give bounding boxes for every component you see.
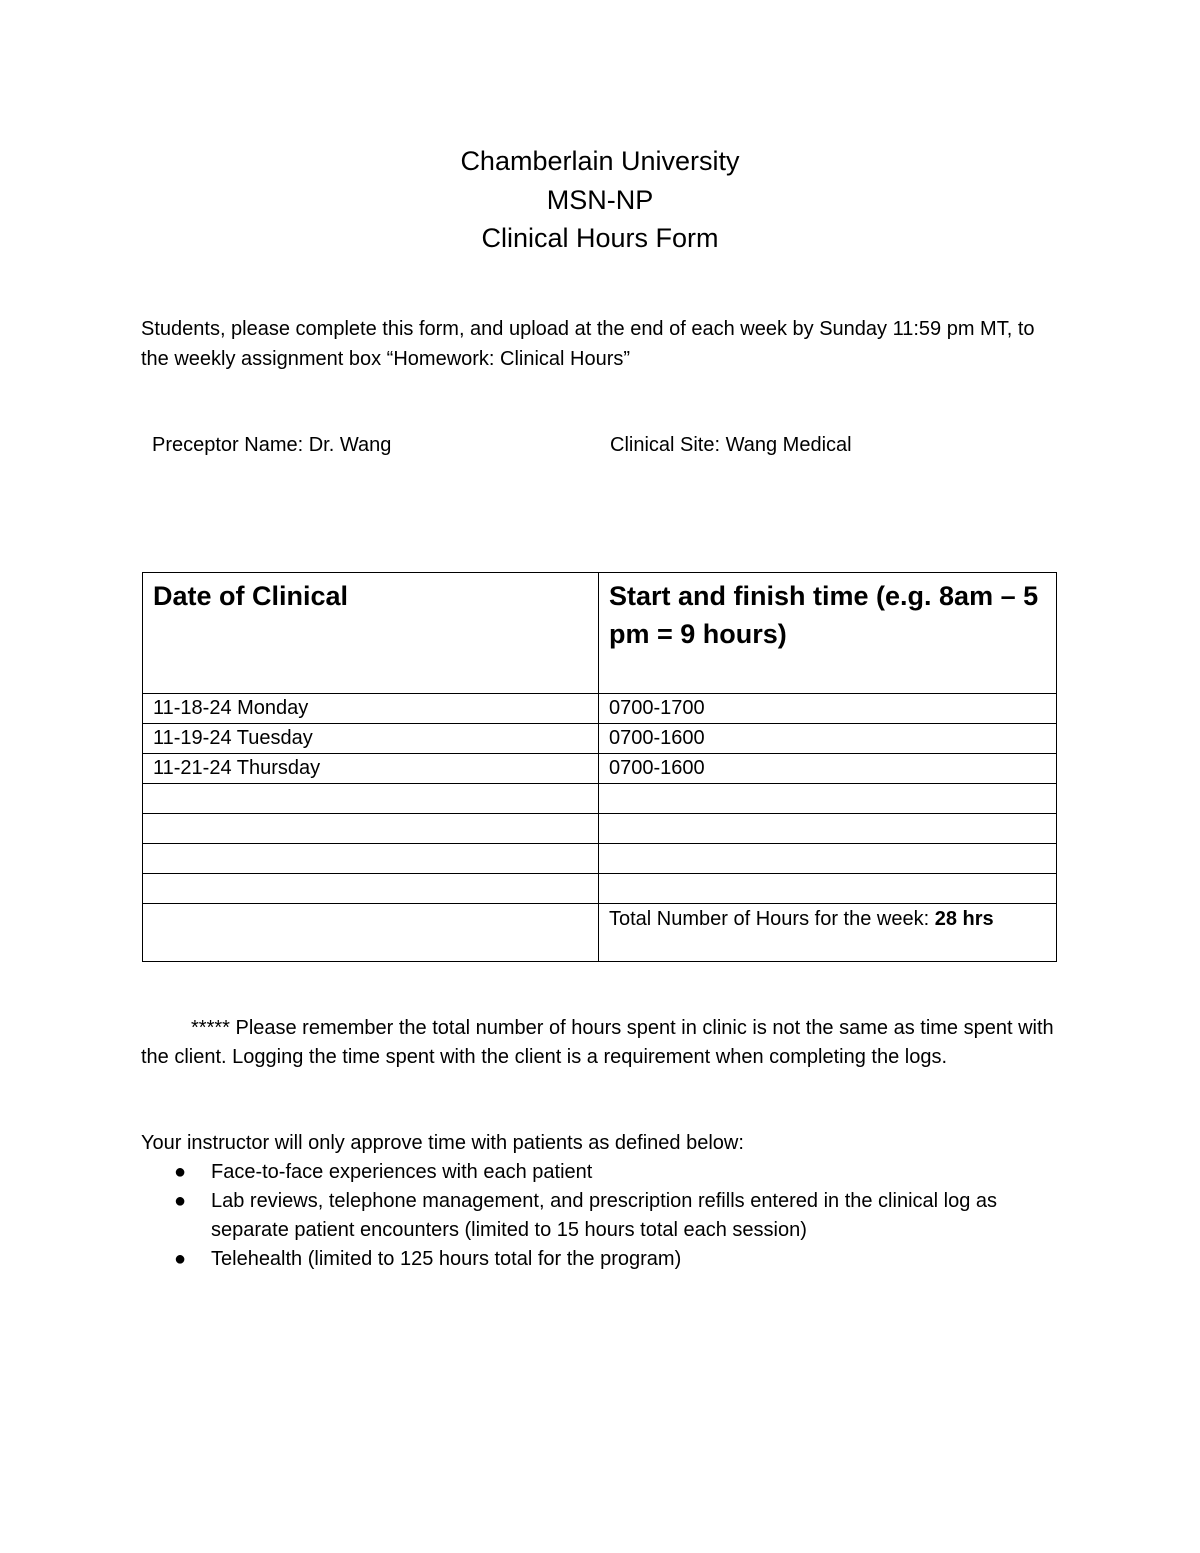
list-item-text: Lab reviews, telephone management, and prescription refills entered in the clinical log as separate patient encounters (limited to 15 hours total each session) — [211, 1190, 998, 1241]
time-cell — [599, 784, 1057, 814]
table-row — [143, 724, 1057, 754]
list-item-text: Telehealth (limited to 125 hours total for the program) — [211, 1248, 682, 1270]
date-cell — [143, 874, 599, 904]
table-header-row — [143, 573, 1057, 694]
list-item-text: Face-to-face experiences with each patient — [211, 1161, 593, 1183]
table-row — [143, 844, 1057, 874]
list-item — [141, 1158, 1061, 1187]
clinical-site: Clinical Site: Wang Medical — [610, 434, 852, 456]
total-empty-cell — [143, 904, 599, 962]
bullet-icon: ● — [174, 1190, 187, 1212]
preceptor-name: Preceptor Name: Dr. Wang — [152, 434, 392, 456]
approval-intro: Your instructor will only approve time with patients as defined below: — [141, 1132, 744, 1154]
table-row — [143, 754, 1057, 784]
date-column-header: Date of Clinical — [143, 573, 599, 694]
total-row — [143, 904, 1057, 962]
program-name: MSN-NP — [546, 184, 654, 215]
table-row — [143, 814, 1057, 844]
instructions-text: Students, please complete this form, and upload at the end of each week by Sunday 11:59 pm MT, to the weekly assignment box “Homework: Clinical Hours” — [141, 318, 1035, 370]
date-cell: 11-21-24 Thursday — [143, 754, 599, 784]
table-row — [143, 874, 1057, 904]
total-hours-label: Total Number of Hours for the week: — [609, 908, 935, 930]
time-cell: 0700-1700 — [599, 694, 1057, 724]
bullet-icon: ● — [174, 1248, 187, 1270]
bullet-icon: ● — [174, 1161, 187, 1183]
reminder-note-text: ***** Please remember the total number of hours spent in clinic is not the same as time spent with the client. Logging the time spent with the client is a requirement when completing the logs. — [141, 1017, 1054, 1068]
date-cell: 11-19-24 Tuesday — [143, 724, 599, 754]
date-cell — [143, 784, 599, 814]
table-row — [143, 784, 1057, 814]
time-cell — [599, 844, 1057, 874]
date-cell: 11-18-24 Monday — [143, 694, 599, 724]
table-row — [143, 694, 1057, 724]
time-column-header: Start and finish time (e.g. 8am – 5 pm = 9 hours) — [599, 573, 1057, 694]
time-cell — [599, 874, 1057, 904]
university-name: Chamberlain University — [460, 146, 740, 176]
clinical-hours-table — [142, 572, 1057, 962]
time-cell — [599, 814, 1057, 844]
date-cell — [143, 814, 599, 844]
form-title: Clinical Hours Form — [481, 223, 719, 253]
reminder-note — [141, 1014, 1061, 1072]
total-cell — [599, 904, 1057, 962]
time-cell: 0700-1600 — [599, 724, 1057, 754]
time-cell: 0700-1600 — [599, 754, 1057, 784]
date-cell — [143, 844, 599, 874]
list-item — [141, 1245, 1061, 1274]
approval-criteria-list — [141, 1158, 1061, 1274]
total-hours-value: 28 hrs — [934, 908, 994, 930]
list-item — [141, 1187, 1061, 1245]
form-header — [0, 142, 1200, 258]
